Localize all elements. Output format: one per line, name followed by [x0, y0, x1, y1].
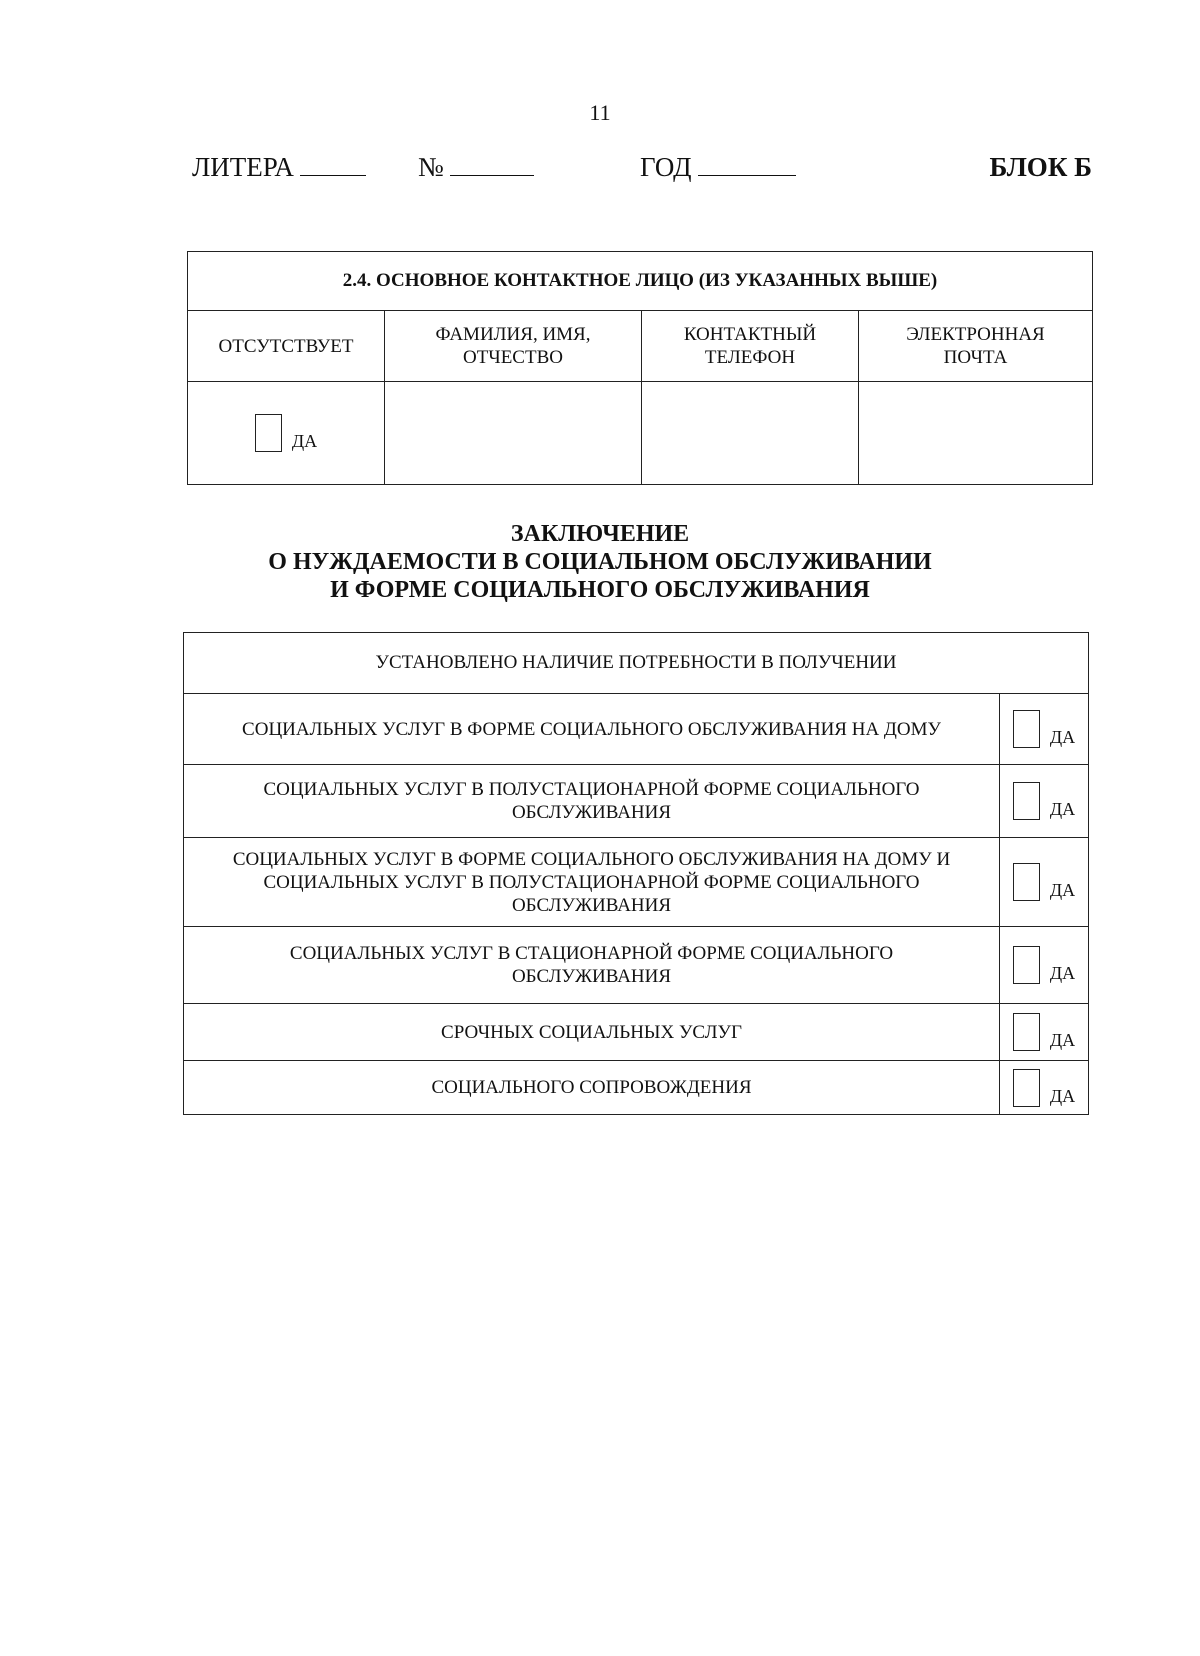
need-row-text: СОЦИАЛЬНЫХ УСЛУГ В ФОРМЕ СОЦИАЛЬНОГО ОБСЛУЖИВАНИЯ НА ДОМУ	[184, 694, 1000, 765]
year-blank[interactable]	[698, 153, 796, 176]
number-field	[418, 152, 534, 183]
page-number: 11	[589, 100, 611, 125]
need-row-check: ДА	[1000, 927, 1089, 1004]
phone-input[interactable]	[642, 382, 859, 485]
need-row-text: СОЦИАЛЬНЫХ УСЛУГ В СТАЦИОНАРНОЙ ФОРМЕ СОЦИАЛЬНОГО ОБСЛУЖИВАНИЯ	[184, 927, 1000, 1004]
col-full-name: ФАМИЛИЯ, ИМЯ, ОТЧЕСТВО	[385, 311, 642, 382]
need-semi-stationary-checkbox[interactable]	[1013, 782, 1040, 820]
col-absent: ОТСУТСТВУЕТ	[188, 311, 385, 382]
block-label: БЛОК Б	[989, 152, 1092, 182]
full-name-input[interactable]	[385, 382, 642, 485]
need-row-check: ДА	[1000, 1004, 1089, 1061]
number-blank[interactable]	[450, 153, 534, 176]
document-header	[192, 152, 1092, 192]
absent-checkbox[interactable]	[255, 414, 282, 452]
need-home-checkbox[interactable]	[1013, 710, 1040, 748]
year-label: ГОД	[640, 152, 692, 182]
needs-table-header: УСТАНОВЛЕНО НАЛИЧИЕ ПОТРЕБНОСТИ В ПОЛУЧЕНИИ	[184, 633, 1089, 694]
need-row-check: ДА	[1000, 694, 1089, 765]
absent-checkbox-label: ДА	[291, 431, 318, 451]
conclusion-title: ЗАКЛЮЧЕНИЕ О НУЖДАЕМОСТИ В СОЦИАЛЬНОМ ОБСЛУЖИВАНИИ И ФОРМЕ СОЦИАЛЬНОГО ОБСЛУЖИВАНИЯ	[268, 521, 932, 603]
col-email: ЭЛЕКТРОННАЯ ПОЧТА	[859, 311, 1093, 382]
need-urgent-checkbox[interactable]	[1013, 1013, 1040, 1051]
need-stationary-checkbox[interactable]	[1013, 946, 1040, 984]
need-home-and-semi-checkbox[interactable]	[1013, 863, 1040, 901]
number-label: №	[418, 152, 444, 182]
need-row-text: СОЦИАЛЬНЫХ УСЛУГ В ПОЛУСТАЦИОНАРНОЙ ФОРМЕ СОЦИАЛЬНОГО ОБСЛУЖИВАНИЯ	[184, 765, 1000, 838]
contact-table-title: 2.4. ОСНОВНОЕ КОНТАКТНОЕ ЛИЦО (ИЗ УКАЗАННЫХ ВЫШЕ)	[188, 252, 1093, 311]
litera-field	[192, 152, 366, 183]
need-row-check: ДА	[1000, 765, 1089, 838]
email-input[interactable]	[859, 382, 1093, 485]
need-row-text: СОЦИАЛЬНЫХ УСЛУГ В ФОРМЕ СОЦИАЛЬНОГО ОБСЛУЖИВАНИЯ НА ДОМУ И СОЦИАЛЬНЫХ УСЛУГ В ПОЛУСТАЦИОНАРНОЙ ФОРМЕ СОЦИАЛЬНОГО ОБСЛУЖИВАНИЯ	[184, 838, 1000, 927]
litera-blank[interactable]	[300, 153, 366, 176]
need-row-text: СОЦИАЛЬНОГО СОПРОВОЖДЕНИЯ	[184, 1061, 1000, 1115]
col-phone: КОНТАКТНЫЙ ТЕЛЕФОН	[642, 311, 859, 382]
year-field	[640, 152, 796, 183]
need-row-check: ДА	[1000, 838, 1089, 927]
need-row-text: СРОЧНЫХ СОЦИАЛЬНЫХ УСЛУГ	[184, 1004, 1000, 1061]
absent-cell	[188, 382, 385, 485]
need-escort-checkbox[interactable]	[1013, 1069, 1040, 1107]
needs-table	[183, 632, 1089, 1115]
contact-table	[187, 251, 1093, 485]
litera-label: ЛИТЕРА	[192, 152, 294, 182]
need-row-check: ДА	[1000, 1061, 1089, 1115]
